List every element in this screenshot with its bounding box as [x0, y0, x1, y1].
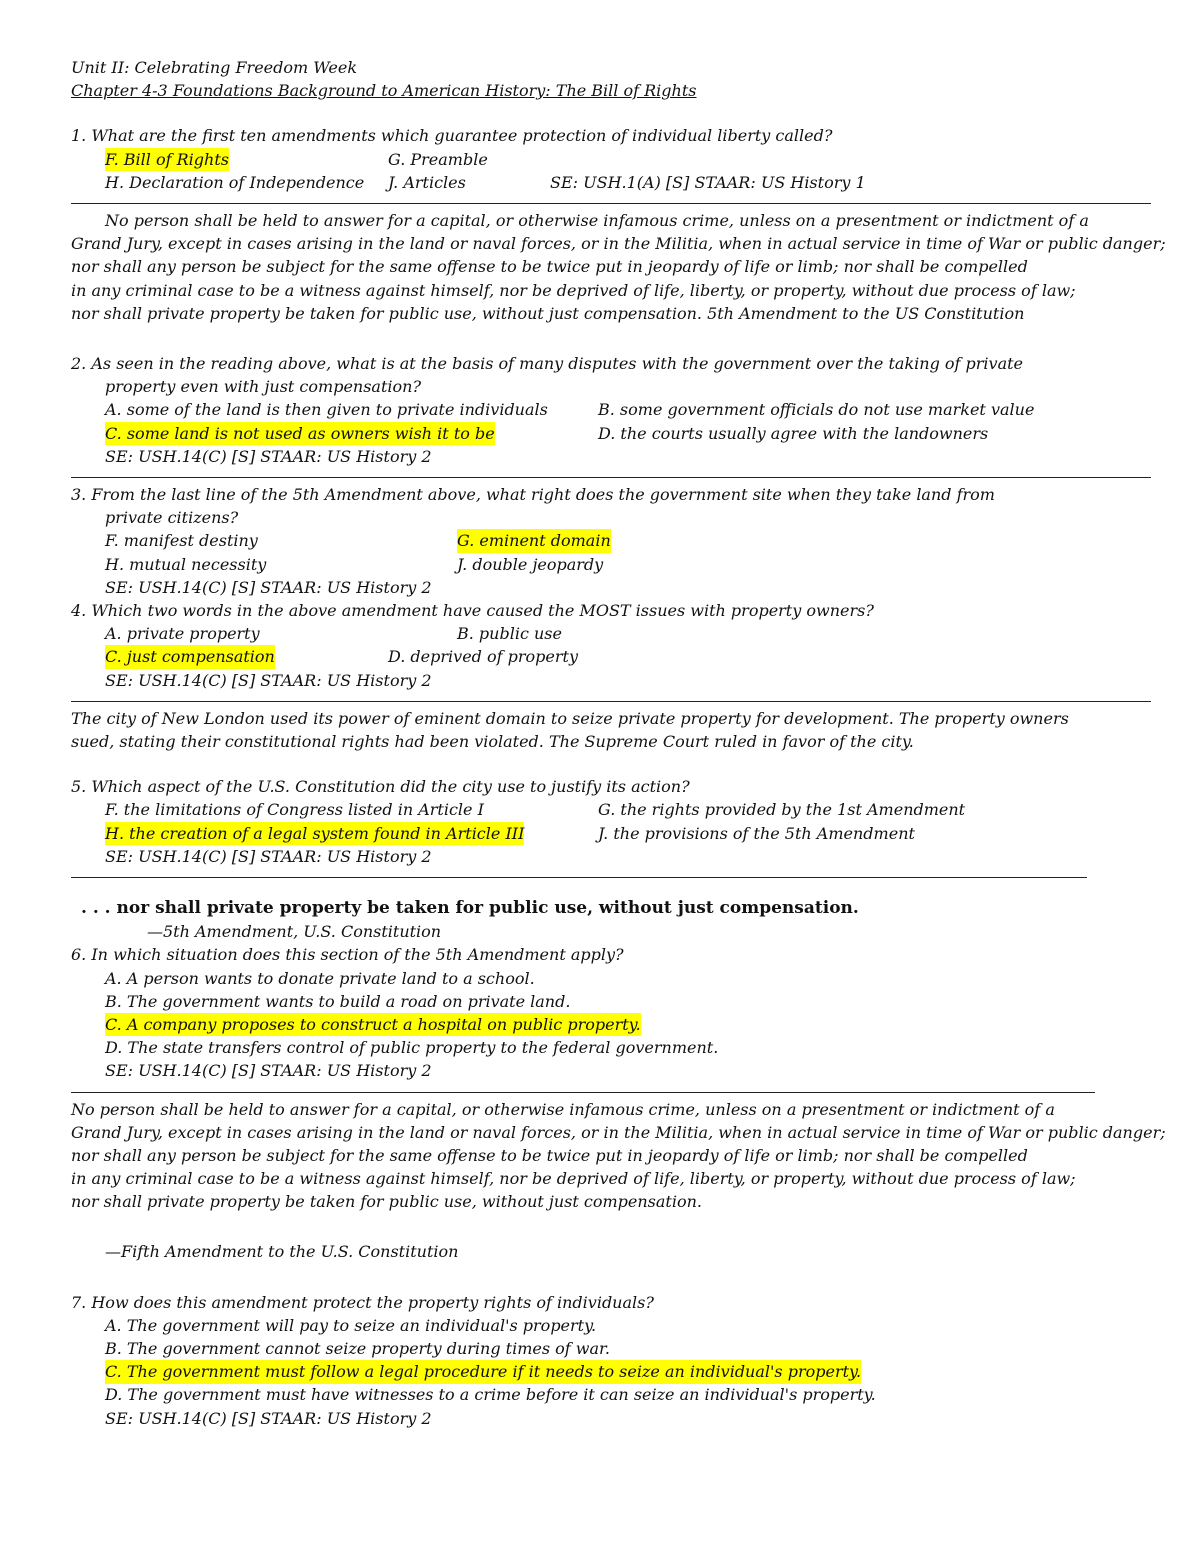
passage3-source: —Fifth Amendment to the U.S. Constitution	[105, 1241, 459, 1261]
q4-answer-c: C. just compensation	[105, 645, 275, 668]
q1-answer-j: J. Articles	[388, 172, 466, 192]
q1-question: 1. What are the first ten amendments which guarantee protection of individual liberty called?	[71, 126, 833, 146]
passage2-line-1: The city of New London used its power of eminent domain to seize private property for development. The property owners	[71, 708, 1069, 728]
q7-question: 7. How does this amendment protect the property rights of individuals?	[71, 1292, 654, 1312]
q6-answer-d: D. The state transfers control of public property to the federal government.	[105, 1038, 719, 1058]
q7-answer-a: A. The government will pay to seize an individual's property.	[105, 1315, 597, 1335]
q1-row-2	[71, 171, 1151, 194]
q6-row-2	[71, 990, 1151, 1013]
q3-row-1	[71, 529, 1151, 552]
divider	[71, 701, 1151, 702]
q6-row-4	[71, 1036, 1151, 1059]
q2-row-1	[71, 398, 1151, 421]
passage1-line-2: Grand Jury, except in cases arising in the land or naval forces, or in the Militia, when in actual service in time of War or public danger;	[71, 234, 1166, 254]
q3-answer-j: J. double jeopardy	[457, 554, 604, 574]
passage1-line-4: in any criminal case to be a witness against himself, nor be deprived of life, liberty, or property, without due process of law;	[71, 280, 1076, 300]
q2-answer-b: B. some government officials do not use market value	[598, 400, 1035, 420]
q5-question: 5. Which aspect of the U.S. Constitution did the city use to justify its action?	[71, 777, 690, 797]
unit-title: Unit II: Celebrating Freedom Week	[71, 58, 358, 77]
worksheet	[71, 56, 1166, 1430]
passage1-line-1: No person shall be held to answer for a capital, or otherwise infamous crime, unless on a presentment or indictment of a	[105, 210, 1089, 230]
q7-row-2	[71, 1337, 1151, 1360]
q1-row-1	[71, 148, 1151, 171]
q5-answer-h: H. the creation of a legal system found in Article III	[105, 822, 524, 845]
q2-answer-d: D. the courts usually agree with the landowners	[598, 423, 989, 443]
q6-answer-a: A. A person wants to donate private land to a school.	[105, 968, 535, 988]
q6-answer-c: C. A company proposes to construct a hospital on public property.	[105, 1013, 641, 1036]
quote-source: —5th Amendment, U.S. Constitution	[147, 922, 442, 942]
q6-answer-b: B. The government wants to build a road on private land.	[105, 991, 571, 1011]
q7-answer-d: D. The government must have witnesses to a crime before it can seize an individual's property.	[105, 1385, 876, 1405]
q3-answer-f: F. manifest destiny	[105, 531, 258, 551]
q2-question: 2. As seen in the reading above, what is at the basis of many disputes with the government over the taking of private	[71, 354, 1024, 373]
q5-standard: SE: USH.14(C) [S] STAAR: US History 2	[105, 846, 432, 866]
q5-row-1	[71, 798, 1151, 821]
q3-answer-h: H. mutual necessity	[105, 554, 267, 574]
q5-answer-j: J. the provisions of the 5th Amendment	[598, 823, 915, 843]
q3-standard: SE: USH.14(C) [S] STAAR: US History 2	[105, 577, 432, 597]
q7-row-4	[71, 1383, 1151, 1406]
chapter-title: Chapter 4-3 Foundations Background to American History: The Bill of Rights	[71, 81, 697, 101]
q5-answer-g: G. the rights provided by the 1st Amendment	[598, 800, 966, 820]
divider	[71, 477, 1151, 478]
q1-answer-f: F. Bill of Rights	[105, 148, 229, 171]
q4-answer-b: B. public use	[457, 624, 562, 644]
q2-row-2	[71, 422, 1151, 445]
q2-standard: SE: USH.14(C) [S] STAAR: US History 2	[105, 446, 432, 466]
q6-standard: SE: USH.14(C) [S] STAAR: US History 2	[105, 1061, 432, 1081]
q7-row-1	[71, 1314, 1151, 1337]
q7-row-3	[71, 1360, 1151, 1383]
q1-standard: SE: USH.1(A) [S] STAAR: US History 1	[550, 172, 866, 192]
quote-text: . . . nor shall private property be taken for public use, without just compensation.	[81, 897, 859, 918]
q1-answer-g: G. Preamble	[388, 149, 488, 169]
passage3-line-3: nor shall any person be subject for the same offense to be twice put in jeopardy of life or limb; nor shall be compelled	[71, 1145, 1028, 1165]
q4-standard: SE: USH.14(C) [S] STAAR: US History 2	[105, 670, 432, 690]
q3-question: 3. From the last line of the 5th Amendment above, what right does the government site when they take land from	[71, 484, 995, 504]
passage1-line-5: nor shall private property be taken for public use, without just compensation. 5th Amendment to the US Constitution	[71, 303, 1025, 323]
passage3-line-1: No person shall be held to answer for a capital, or otherwise infamous crime, unless on a presentment or indictment of a	[71, 1099, 1055, 1119]
q7-answer-c: C. The government must follow a legal procedure if it needs to seize an individual's property.	[105, 1360, 861, 1383]
passage2-line-2: sued, stating their constitutional rights had been violated. The Supreme Court ruled in favor of the city.	[71, 731, 914, 751]
q6-question: 6. In which situation does this section of the 5th Amendment apply?	[71, 945, 624, 965]
divider	[71, 877, 1087, 878]
q3-answer-g: G. eminent domain	[457, 529, 611, 552]
q7-answer-b: B. The government cannot seize property during times of war.	[105, 1339, 611, 1359]
divider	[71, 1092, 1095, 1093]
q3-row-2	[71, 553, 1151, 576]
passage3-line-5: nor shall private property be taken for public use, without just compensation.	[71, 1192, 702, 1212]
q6-row-1	[71, 967, 1151, 990]
q4-question: 4. Which two words in the above amendment have caused the MOST issues with property owners?	[71, 600, 874, 620]
q4-answer-a: A. private property	[105, 624, 260, 644]
q4-row-2	[71, 645, 1151, 668]
q1-answer-h: H. Declaration of Independence	[105, 172, 365, 192]
passage3-line-4: in any criminal case to be a witness against himself, nor be deprived of life, liberty, or property, without due process of law;	[71, 1169, 1076, 1189]
q2-answer-c: C. some land is not used as owners wish it to be	[105, 422, 495, 445]
q7-standard: SE: USH.14(C) [S] STAAR: US History 2	[105, 1408, 432, 1428]
q5-answer-f: F. the limitations of Congress listed in Article I	[105, 800, 484, 820]
passage1-line-3: nor shall any person be subject for the same offense to be twice put in jeopardy of life or limb; nor shall be compelled	[71, 257, 1028, 277]
passage3-line-2: Grand Jury, except in cases arising in the land or naval forces, or in the Militia, when in actual service in time of War or public danger;	[71, 1122, 1166, 1142]
q2-answer-a: A. some of the land is then given to private individuals	[105, 400, 548, 420]
q2-question-cont: property even with just compensation?	[105, 377, 422, 397]
q3-question-cont: private citizens?	[105, 508, 239, 528]
divider	[71, 203, 1151, 204]
q4-row-1	[71, 622, 1151, 645]
q5-row-2	[71, 822, 1151, 845]
q4-answer-d: D. deprived of property	[388, 647, 578, 667]
q6-row-3	[71, 1013, 1151, 1036]
